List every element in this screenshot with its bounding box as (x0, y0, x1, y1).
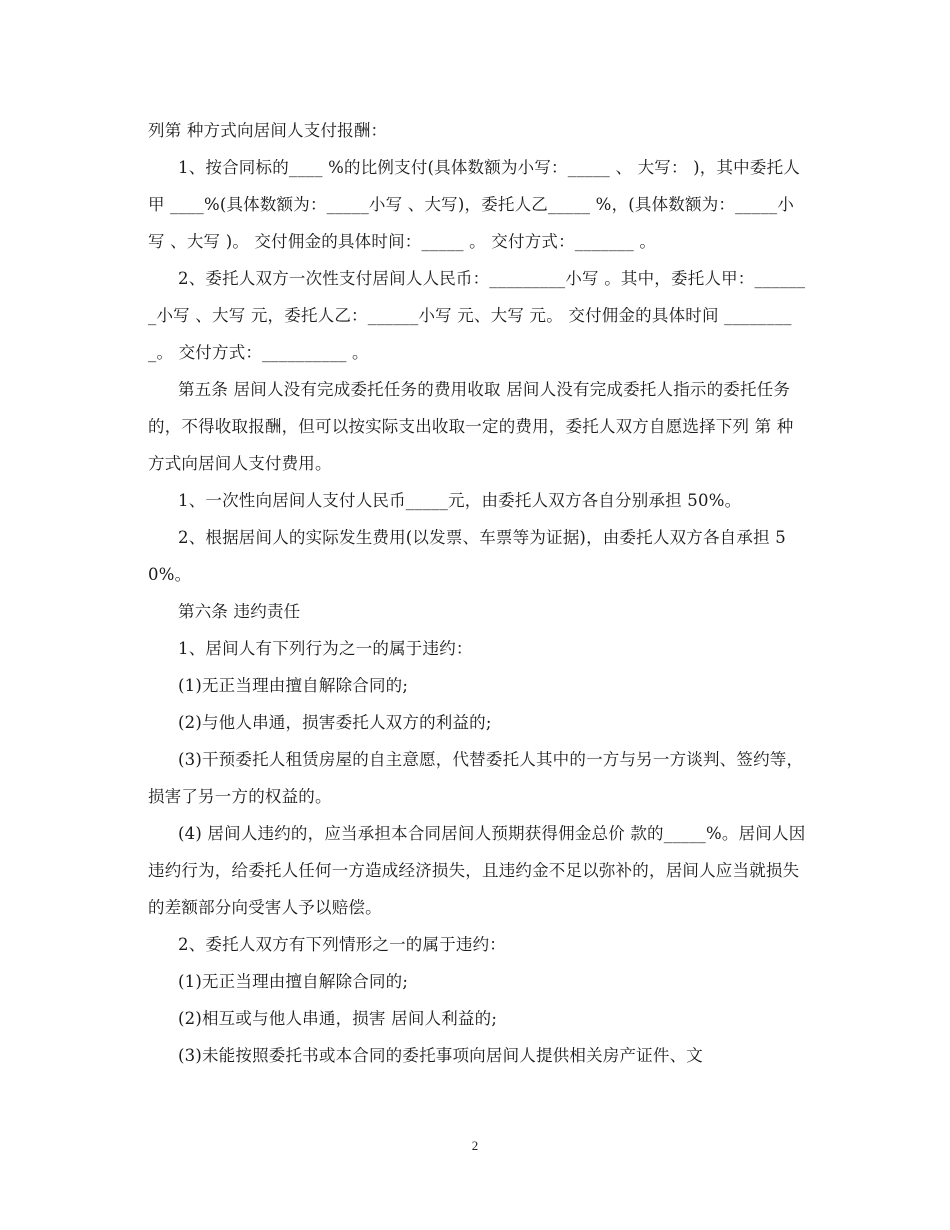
paragraph-client-breach-2: (2)相互或与他人串通，损害 居间人利益的; (178, 1009, 498, 1028)
document-body (148, 112, 808, 1074)
paragraph-payment-method-intro: 列第 种方式向居间人支付报酬： (148, 121, 388, 140)
paragraph-article-5: 第五条 居间人没有完成委托任务的费用收取 居间人没有完成委托人指示的委托任务的，不得收取报酬，但可以按实际支出收取一定的费用，委托人双方自愿选择下列 第 种方式向居间人支付费用。 (148, 380, 794, 473)
paragraph-broker-breach-1: (1)无正当理由擅自解除合同的; (178, 676, 409, 695)
paragraph-client-breach-intro: 2、委托人双方有下列情形之一的属于违约： (178, 935, 506, 954)
paragraph-payment-option-1: 1、按合同标的____ %的比例支付(具体数额为小写：_____ 、 大写： )，其中委托人甲 ____%(具体数额为：_____小写 、大写)，委托人乙_____ %，(具体数额为：_____小写 、大写 )。 交付佣金的具体时间：_____ 。 交付方式：_______ 。 (148, 158, 800, 251)
paragraph-payment-option-2: 2、委托人双方一次性支付居间人人民币：_________小写 。其中，委托人甲：_______小写 、大写 元，委托人乙：______小写 元、大写 元。 交付佣金的具体时间 _________。 交付方式：__________ 。 (148, 269, 806, 362)
page-number: 2 (471, 1138, 479, 1153)
paragraph-broker-breach-3: (3)干预委托人租赁房屋的自主意愿，代替委托人其中的一方与另一方谈判、签约等，损害了另一方的权益的。 (148, 750, 804, 806)
paragraph-broker-breach-intro: 1、居间人有下列行为之一的属于违约： (178, 639, 473, 658)
paragraph-fee-option-1: 1、一次性向居间人支付人民币_____元，由委托人双方各自分别承担 50%。 (178, 491, 742, 510)
paragraph-client-breach-1: (1)无正当理由擅自解除合同的; (178, 972, 409, 991)
paragraph-article-6-heading: 第六条 违约责任 (178, 602, 301, 621)
paragraph-broker-breach-2: (2)与他人串通，损害委托人双方的利益的; (178, 713, 492, 732)
paragraph-fee-option-2: 2、根据居间人的实际发生费用(以发票、车票等为证据)，由委托人双方各自承担 50%。 (148, 528, 786, 584)
paragraph-client-breach-3: (3)未能按照委托书或本合同的委托事项向居间人提供相关房产证件、文 (178, 1046, 703, 1065)
paragraph-broker-breach-4: (4) 居间人违约的，应当承担本合同居间人预期获得佣金总价 款的_____%。居间人因违约行为，给委托人任何一方造成经济损失，且违约金不足以弥补的，居间人应当就损失的差额部分向受害人予以赔偿。 (148, 824, 806, 917)
